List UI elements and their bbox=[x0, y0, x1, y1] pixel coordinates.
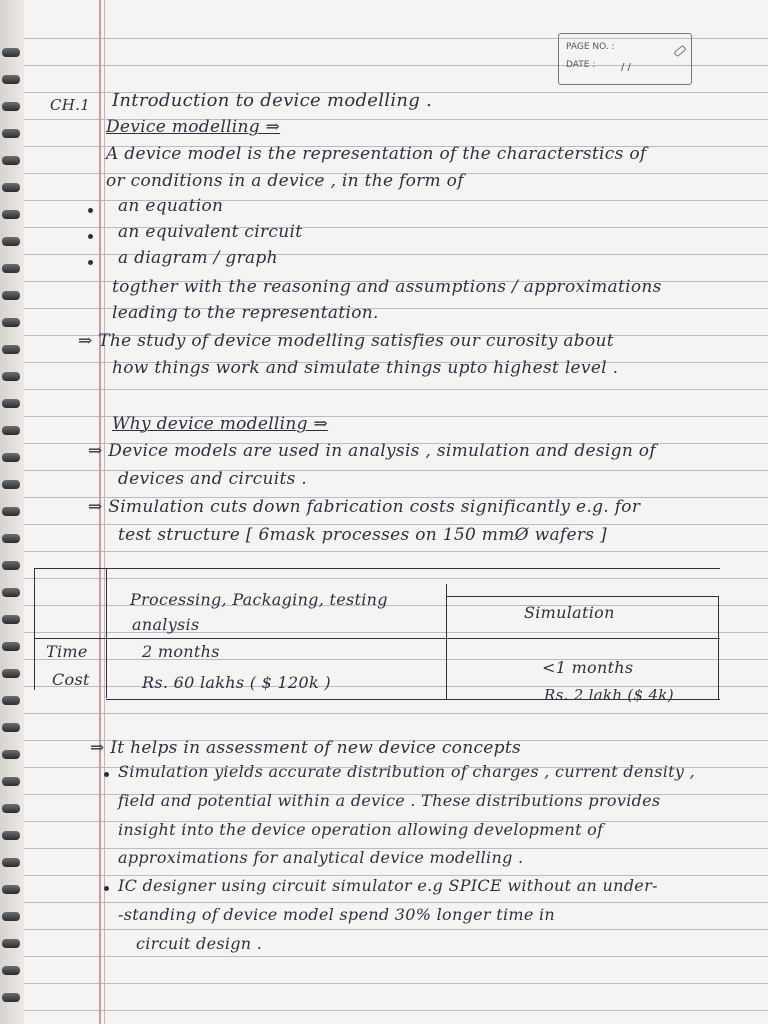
page-title: Introduction to device modelling . bbox=[112, 90, 433, 111]
date-label: DATE : bbox=[566, 60, 596, 70]
spiral-ring bbox=[2, 804, 20, 813]
spiral-binding bbox=[0, 0, 24, 1024]
section-heading-device-modelling: Device modelling ⇒ bbox=[106, 117, 281, 137]
spiral-ring bbox=[2, 210, 20, 219]
table-row-label: Time bbox=[46, 642, 88, 661]
spiral-ring bbox=[2, 534, 20, 543]
text-line: field and potential within a device . These distributions provides bbox=[118, 791, 661, 810]
table-cell: 2 months bbox=[142, 642, 220, 661]
table-header-col1-cont: analysis bbox=[132, 615, 200, 634]
text-line: ⇒ Device models are used in analysis , simulation and design of bbox=[88, 441, 656, 461]
spiral-ring bbox=[2, 399, 20, 408]
text-line: or conditions in a device , in the form of bbox=[106, 171, 464, 191]
table-border-top-right bbox=[446, 596, 718, 597]
text-line: how things work and simulate things upto highest level . bbox=[112, 358, 619, 378]
text-line: test structure [ 6mask processes on 150 mmØ wafers ] bbox=[118, 525, 607, 545]
paperclip-icon bbox=[673, 45, 686, 57]
bullet-icon bbox=[88, 234, 93, 239]
spiral-ring bbox=[2, 750, 20, 759]
table-cell: Rs. 2 lakh ($ 4k) bbox=[544, 686, 674, 704]
chapter-label: CH.1 bbox=[50, 96, 91, 114]
spiral-ring bbox=[2, 723, 20, 732]
page-date-stamp bbox=[558, 33, 692, 85]
bullet-item: a diagram / graph bbox=[118, 248, 278, 268]
text-line: Simulation yields accurate distribution of charges , current density , bbox=[118, 762, 695, 781]
text-line: -standing of device model spend 30% longer time in bbox=[118, 905, 556, 924]
text-line: A device model is the representation of the characterstics of bbox=[106, 144, 647, 164]
spiral-ring bbox=[2, 453, 20, 462]
text-line: insight into the device operation allowing development of bbox=[118, 820, 604, 839]
spiral-ring bbox=[2, 696, 20, 705]
bullet-icon bbox=[88, 208, 93, 213]
spiral-ring bbox=[2, 615, 20, 624]
spiral-ring bbox=[2, 75, 20, 84]
spiral-ring bbox=[2, 588, 20, 597]
spiral-ring bbox=[2, 426, 20, 435]
text-line: devices and circuits . bbox=[118, 469, 308, 489]
table-border-top bbox=[34, 568, 720, 569]
bullet-icon bbox=[88, 260, 93, 265]
spiral-ring bbox=[2, 291, 20, 300]
spiral-ring bbox=[2, 966, 20, 975]
table-row-divider bbox=[34, 638, 720, 639]
table-row-label: Cost bbox=[52, 670, 90, 689]
spiral-ring bbox=[2, 372, 20, 381]
table-border-left bbox=[34, 568, 35, 690]
text-line: circuit design . bbox=[136, 934, 263, 953]
table-header-col2: Simulation bbox=[524, 603, 615, 622]
table-divider bbox=[106, 568, 107, 698]
text-line: leading to the representation. bbox=[112, 303, 379, 323]
bullet-item: an equivalent circuit bbox=[118, 222, 303, 242]
spiral-ring bbox=[2, 507, 20, 516]
text-line: IC designer using circuit simulator e.g SPICE without an under- bbox=[118, 876, 658, 895]
spiral-ring bbox=[2, 939, 20, 948]
bullet-icon bbox=[104, 886, 109, 891]
date-value: / / bbox=[621, 62, 631, 73]
table-border-right bbox=[718, 596, 719, 700]
spiral-ring bbox=[2, 102, 20, 111]
spiral-ring bbox=[2, 642, 20, 651]
spiral-ring bbox=[2, 345, 20, 354]
table-divider bbox=[446, 584, 447, 700]
spiral-ring bbox=[2, 48, 20, 57]
spiral-ring bbox=[2, 156, 20, 165]
text-line: ⇒ The study of device modelling satisfies our curosity about bbox=[78, 331, 614, 351]
text-line: ⇒ It helps in assessment of new device concepts bbox=[90, 738, 521, 758]
bullet-icon bbox=[104, 772, 109, 777]
spiral-ring bbox=[2, 858, 20, 867]
spiral-ring bbox=[2, 669, 20, 678]
spiral-ring bbox=[2, 480, 20, 489]
bullet-item: an equation bbox=[118, 196, 224, 216]
spiral-ring bbox=[2, 237, 20, 246]
text-line: approximations for analytical device modelling . bbox=[118, 848, 524, 867]
page-no-label: PAGE NO. : bbox=[566, 42, 615, 52]
spiral-ring bbox=[2, 777, 20, 786]
spiral-ring bbox=[2, 831, 20, 840]
spiral-ring bbox=[2, 183, 20, 192]
spiral-ring bbox=[2, 129, 20, 138]
spiral-ring bbox=[2, 993, 20, 1002]
text-line: togther with the reasoning and assumptions / approximations bbox=[112, 277, 662, 297]
table-header-col1: Processing, Packaging, testing bbox=[130, 590, 388, 609]
section-heading-why-device-modelling: Why device modelling ⇒ bbox=[112, 414, 329, 434]
table-cell: <1 months bbox=[542, 658, 634, 677]
spiral-ring bbox=[2, 912, 20, 921]
spiral-ring bbox=[2, 885, 20, 894]
spiral-ring bbox=[2, 561, 20, 570]
spiral-ring bbox=[2, 318, 20, 327]
spiral-ring bbox=[2, 264, 20, 273]
table-cell: Rs. 60 lakhs ( $ 120k ) bbox=[142, 673, 331, 692]
text-line: ⇒ Simulation cuts down fabrication costs significantly e.g. for bbox=[88, 497, 641, 517]
